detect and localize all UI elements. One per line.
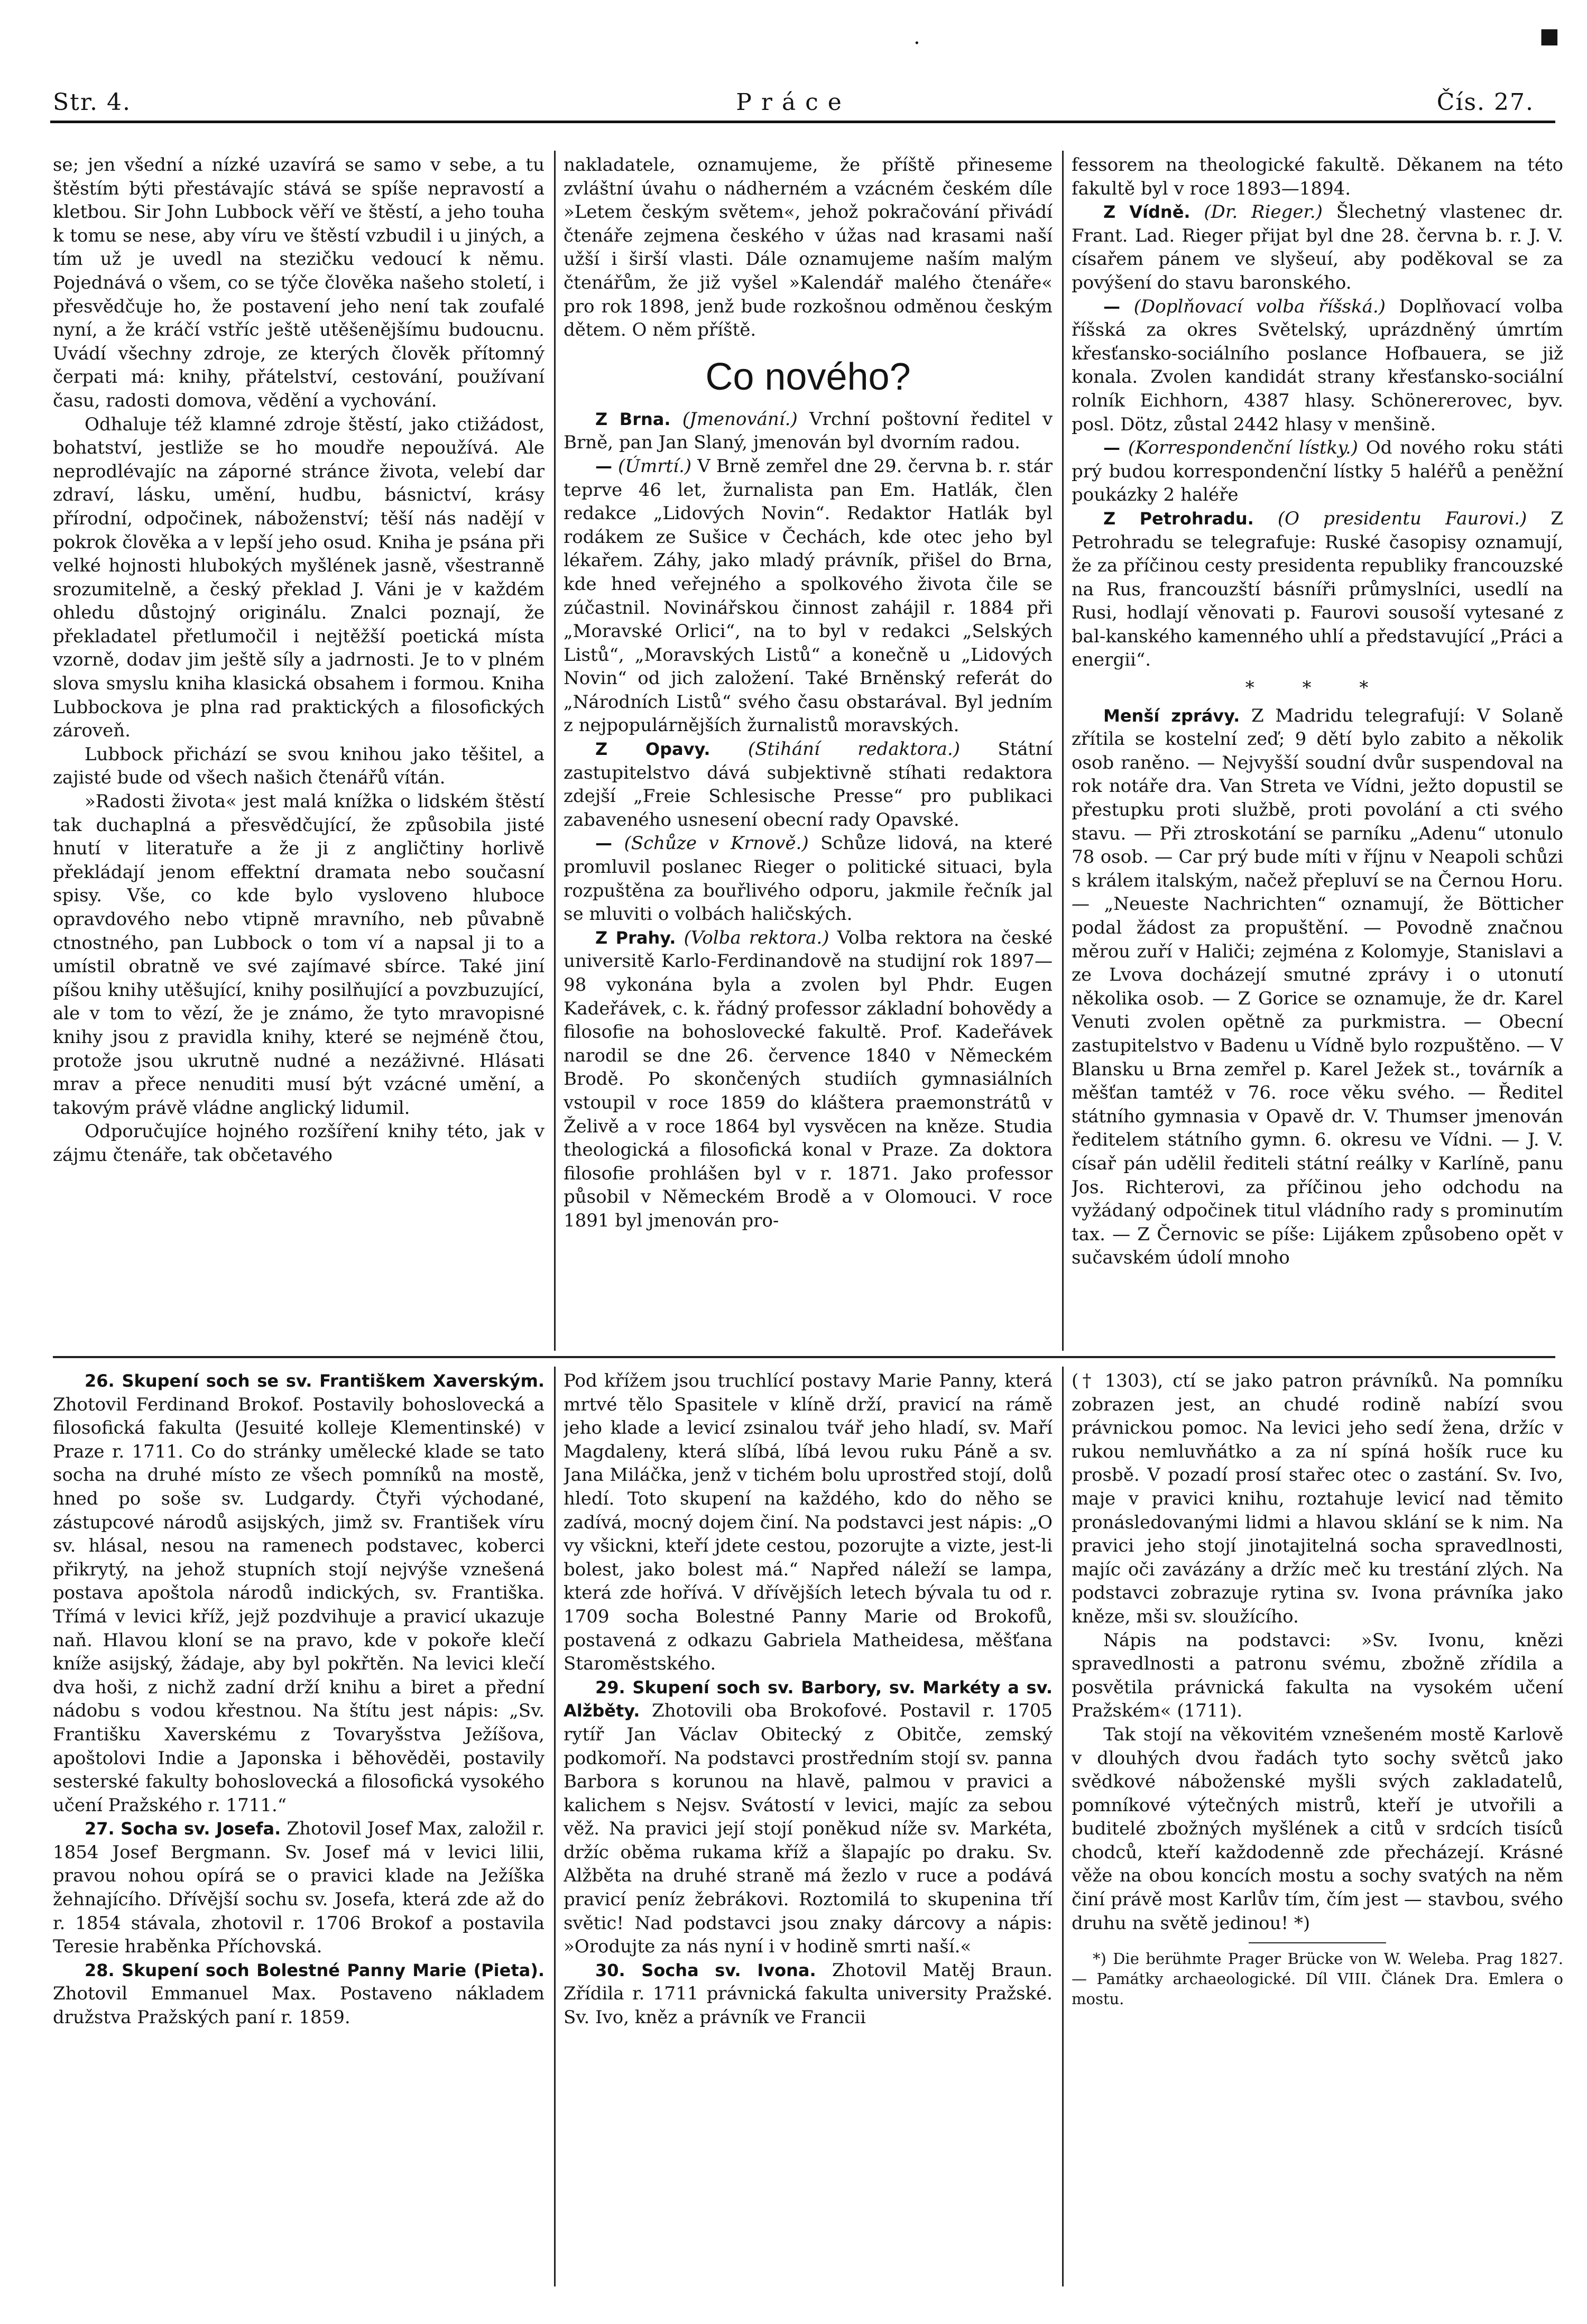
news-place: — [1103,438,1120,458]
news-item [1072,295,1563,437]
article-paragraph: se; jen všední a nízké uzavírá se samo v sebe, a tu štěstím býti přestávajíc stává se spíše nepravostí a kletbou. Sir John Lubbock věří ve štěstí, a jeho touha k tomu se nese, aby víru ve štěstí vzbudil i u jiných, a tím už je uvedl na stezičku vedoucí k němu. Pojednává o všem, co se týče člověka našeho století, i přesvědčuje ho, že postavení jeho není tak zoufalé nyní, a že kráčí vstříc ještě utěšenějšímu budoucnu. Uvádí všechny zdroje, ze kterých člověk přítomný čerpati má: knihy, přátelství, cestování, používaní času, radosti domova, vědění a vychování. [53,154,545,411]
news-item [1072,704,1563,1270]
article-paragraph: nakladatele, oznamujeme, že příště přineseme zvláštní úvahu o nádherném a vzácném českém díle »Letem českým světem«, jehož pokračování přivádí čtenáře zejmena českého v úžas nad krasami naší užší i širší vlasti. Dále oznamujeme naším malým čtenářům, že již vyšel »Kalendář malého čtenáře« pro rok 1898, jenž bude rozkošnou odměnou českým dětem. O něm příště. [564,154,1053,341]
news-topic: (Jmenování.) [682,408,798,430]
article-paragraph: »Radosti života« jest malá knížka o lidském štěstí tak duchaplná a přesvědčující, že způsobila jisté hnutí v literatuře a že ji z angličtiny horlivě překládají jenom effektní dramata nebo současní spisy. Vše, co kde bylo vysloveno hluboce opravdového nebo vtipně mravního, neb půvabně ctnostného, pan Lubbock o tom ví a napsal ji to a umístil obratně ve své zajímavé sbírce. Také jiní píšou knihy utěšující, knihy posilňující a povzbuzující, ale v tom to vězí, že je známo, že tyto mravopisné knihy jsou z pravidla knihy, které se nejméně čtou, protože jsou ukrutně nudné a nezáživné. Hlásati mrav a přece nenuditi musí být vzácné umění, a takovým právě vládne anglický lidumil. [53,791,545,1119]
article-paragraph: fessorem na theologické fakultě. Děkanem na této fakultě byl v roce 1893—1894. [1072,154,1563,199]
news-place: Z Vídně. [1103,202,1191,223]
news-place: Z Brna. [595,409,671,429]
news-text: Z Madridu telegrafují: V Solaně zřítila se kostelní zeď; 9 dětí bylo zabito a několik osob raněno. — Nejvyšší soudní dvůr suspendoval na rok notáře dra. Van Streta ve Vídni, ježto dopustil se přestupku proti službě, proti povolání a cti svého stavu. — Při ztroskotání se parníku „Adenu“ utonulo 78 osob. — Car prý bude míti v říjnu v Neapoli schůzi s králem italským, načež přepluví se na Černou Horu. — „Neueste Nachrichten“ oznamují, že Bötticher podal žádost za propuštění. — Povodně značnou měrou zuří v Haliči; zejména z Kolomyje, Stanislavi a ze Lvova docházejí smutné zprávy i o utonutí několika osob. — Z Gorice se oznamuje, že dr. Karel Venuti zvolen opětně za purkmistra. — Obecní zastupitelstvo v Badenu u Vídně bylo rozpuštěno. — V Blansku u Brna zemřel p. Karel Ježek st., továrník a měšťan tamtéž v 76. roce věku svého. — Ředitel státního gymnasia v Opavě dr. V. Thumser jmenován ředitelem státního gymn. 6. okresu ve Vídni. — J. V. císař pán udělil řediteli státní reálky v Karlíně, panu Jos. Richterovi, za příčinou jeho odchodu na vyžádaný odpočinek titul vládního rady s prominutím tax. — Z Černovic se píše: Lijákem způsobeno opět v sučavském údolí mnoho [1072,705,1563,1269]
column-divider [554,151,556,1351]
section-heading: Co nového? [705,355,911,398]
statue-entry [53,1817,545,1959]
news-topic: (Korrespondenční lístky.) [1128,437,1358,459]
news-place: Z Prahy. [595,927,676,948]
statue-title: 28. Skupení soch Bolestné Panny Marie (Pieta). [85,1960,545,1980]
header-rule [50,121,1555,123]
statue-entry [564,1676,1053,1959]
news-text: V Brně zemřel dne 29. června b. r. stár teprve 46 let, žurnalista pan Em. Hatlák, člen redakce „Lidových Novin“. Redaktor Hatlák byl rodákem ze Sušice v Čechách, kde otec jeho byl lékařem. Záhy, jako mladý právník, přišel do Brna, kde hned veřejného a spolkového života čile se zúčastnil. Novinářskou činnost zahájil r. 1884 při „Moravské Orlici“, na to byl v redakci „Selských Listů“, „Moravských Listů“ a konečně u „Lidových Novin“ od jich založení. Také Brněnský referát do „Národních Listů“ svého času obstarával. Byl jedním z nejpopulárnějších žurnalistů moravských. [564,455,1053,736]
news-place: — [1103,296,1120,317]
column-2 [564,153,1053,1348]
section-divider [53,1356,1555,1358]
section-stars: * * * [1245,677,1390,699]
news-topic: (Doplňovací volba říšská.) [1133,296,1386,317]
statue-title: 30. Socha sv. Ivona. [595,1960,816,1980]
scan-dot: · [914,31,920,56]
news-text: Schůze lidová, na které promluvil poslanec Rieger o politické situaci, byla rozpuštěna za bouřlivého odporu, jakmile řečník jal se mluviti o volbách haličských. [564,833,1053,925]
news-item [564,832,1053,926]
news-text: Od nového roku státi prý budou korrespondenční lístky 5 haléřů a peněžní poukázky 2 haléře [1072,437,1563,506]
article-paragraph: Odhaluje též klamné zdroje štěstí, jako ctižádost, bohatství, jestliže se ho moudře nepoužívá. Ale neprodlévajíc na záporné stránce života, velebí dar zdraví, lásku, umění, hudbu, básnictví, krásy přírodní, odpočinek, náboženství; těší nás nadějí v pokrok člověka a v lepší jeho osud. Kniha je psána při velké hojnosti hlubokých myšlének jasně, všestranně srozumitelně, a český překlad J. Váni je v každém ohledu důstojný originálu. Znalci poznají, že překladatel přetlumočil i nejtěžší poetická místa vzorně, dodav jim ještě síly a jadrnosti. Je to v plném slova smyslu kniha klasická obsahem i formou. Kniha Lubbockova je plna rad praktických a filosofických zároveň. [53,413,545,742]
news-topic: (Schůze v Krnově.) [624,833,809,854]
news-topic: (Volba rektora.) [684,927,829,948]
article-paragraph: Nápis na podstavci: »Sv. Ivonu, knězi spravedlnosti a patronu svému, zbožně zřídila a posvětila právnická fakulta na vysokém učení Pražském« (1711). [1072,1629,1563,1722]
news-topic: (Úmrtí.) [618,455,692,477]
news-text: Státní zastupitelstvo dává subjektivně stíhati redaktora zdejší „Freie Schlesische Presse“ pro publikaci zabaveného usnesení obecní rady Opavské. [564,739,1053,831]
column-3 [1072,153,1563,1348]
news-item [1072,200,1563,294]
column-divider [1062,1367,1064,2286]
news-place: — [595,456,612,476]
article-paragraph: († 1303), ctí se jako patron právníků. Na pomníku zobrazen jest, an chudé rodině nabízí svou právnickou pomoc. Na levici jeho sedí žena, držíc v rukou nemluvňátko a za ní spíná hošík ruce ku prosbě. V pozadí prosí stařec otec o zastání. Sv. Ivo, maje v pravici knihu, roztahuje levicí nad těmito pronásledovanými lidmi a hlavou sklání se k nim. Na pravici jeho stojí jinotajitelná socha spravedlnosti, majíc oči zavázány a držíc meč ku trestání zlých. Na podstavci zobrazuje rytina sv. Ivona právníka jako kněze, mši sv. sloužícího. [1072,1370,1563,1627]
article-paragraph: Odporučujíce hojného rozšíření knihy této, jak v zájmu čtenáře, tak občetavého [53,1121,545,1166]
statue-text: Zhotovili oba Brokofové. Postavil r. 1705 rytíř Jan Václav Obitecký z Obitče, zemský podkomoří. Na podstavci prostředním stojí sv. panna Barbora s korunou na hlavě, palmou v pravici a kalichem s Nejsv. Svátostí v levici, majíc za sebou věž. Na pravici její stojí poněkud níže sv. Markéta, držíc oběma rukama kříž a šlapajíc po draku. Sv. Alžběta na druhé straně má žezlo v ruce a podává pravicí peníz žebrákovi. Roztomilá to skupenina tří světic! Nad podstavci jsou znaky dárcovy a nápis: »Orodujte za nás nyní i v hodině smrti naší.« [564,1700,1053,1958]
statue-title: 26. Skupení soch se sv. Františkem Xaverským. [85,1371,545,1391]
news-heading: Menší zprávy. [1103,705,1240,726]
statue-text: Zhotovil Josef Max, založil r. 1854 Josef Bergmann. Sv. Josef má v levici lilii, pravou nohou opírá se o pravici klade na Ježíška žehnajícího. Dřívější sochu sv. Josefa, která zde až do r. 1854 stávala, zhotovil r. 1706 Brokof a postavila Teresie hraběnka Příchovská. [53,1818,545,1958]
footnote: *) Die berühmte Prager Brücke von W. Weleba. Prag 1827. — Památky archaeologické. Díl VIII. Článek Dra. Emlera o mostu. [1072,1950,1563,2008]
news-item [1072,436,1563,507]
news-item [564,926,1053,1233]
masthead-title: Práce [736,89,851,116]
news-text: Šlechetný vlastenec dr. Frant. Lad. Rieger přijat byl dne 28. června b. r. J. V. císařem pánem ve slyšeuí, aby poděkoval se za povýšení do stavu baronského. [1072,201,1563,293]
statue-title: 29. Skupení soch sv. Barbory, sv. Markéty a sv. Alžběty. [564,1677,1053,1721]
news-item [564,455,1053,737]
corner-mark: ■ [1539,24,1560,48]
news-topic: (Stihání redaktora.) [748,739,960,760]
news-text: Vrchní poštovní ředitel v Brně, pan Jan Slaný, jmenován byl dvorním radou. [564,408,1053,454]
article-paragraph: Pod křížem jsou truchlící postavy Marie Panny, která mrtvé tělo Spasitele v klíně drží, pravicí na rámě jeho klade a levicí zsinalou tvář jeho hladí, sv. Maří Magdaleny, která slíbá, líbá levou ruku Páně a sv. Jana Miláčka, jenž v tichém bolu uprostřed stojí, dolů hledí. Toto skupení na každého, kdo do něho se zadívá, mocný dojem činí. Na podstavci jest nápis: „O vy všickni, kteří jdete cestou, pozorujte a vizte, jest-li bolest, jako bolest má.“ Napřed náleží se lampa, která zde hořívá. V dřívějších letech bývala tu od r. 1709 socha Bolestné Panny Marie od Brokofů, postavená z odkazu Gabriela Matheidesa, měšťana Staroměstského. [564,1370,1053,1675]
lower-column-2 [564,1369,1053,2289]
page-number: Str. 4. [53,89,131,116]
news-place: Z Opavy. [595,739,711,760]
column-1 [53,153,545,1348]
news-place: Z Petrohradu. [1103,508,1254,529]
news-topic: (O presidentu Faurovi.) [1277,508,1527,529]
news-place: — [595,833,612,854]
news-item [564,737,1053,832]
article-paragraph: Lubbock přichází se svou knihou jako těšitel, a zajisté bude od všech našich čtenářů vítán. [53,743,545,789]
statue-text: Zhotovil Matěj Braun. Zřídila r. 1711 právnická fakulta university Pražské. Sv. Ivo, kněz a právník ve Francii [564,1959,1053,2028]
statue-entry [53,1959,545,2030]
lower-column-1 [53,1369,545,2289]
column-divider [554,1367,556,2286]
statue-entry [564,1959,1053,2030]
news-text: Doplňovací volba říšská za okres Světelský, uprázdněný úmrtím křesťansko-sociálního poslance Hofbauera, se již konala. Zvolen kandidát strany křesťansko-sociální rolník Eichhorn, 4387 hlasy. Schönererovec, byv. posl. Dötz, zůstal 2442 hlasy v menšině. [1072,296,1563,435]
news-topic: (Dr. Rieger.) [1204,201,1323,223]
news-text: Volba rektora na české universitě Karlo-Ferdinandově na studijní rok 1897—98 vykonána byla a zvolen byl Phdr. Eugen Kadeřávek, c. k. řádný professor základní bohovědy a filosofie na bohoslovecké fakultě. Prof. Kadeřávek narodil se dne 26. července 1840 v Německém Brodě. Po skončených studiích gymnasiálních vstoupil v roce 1859 do kláštera praemonstrátů v Želivě a v roce 1864 byl vysvěcen na kněze. Studia theologická a filosofická konal v Praze. Za doktora filosofie prohlášen byl v r. 1871. Jako professor působil v Německém Brodě a v Olomouci. V roce 1891 byl jmenován pro- [564,927,1053,1231]
statue-entry [53,1369,545,1817]
lower-column-3 [1072,1369,1563,2289]
column-divider [1062,151,1064,1351]
footnote-rule [1249,1942,1386,1943]
news-item [1072,507,1563,672]
statue-text: Zhotovil Emmanuel Max. Postaveno nákladem družstva Pražských paní r. 1859. [53,1983,545,2028]
statue-title: 27. Socha sv. Josefa. [85,1819,281,1839]
article-paragraph: Tak stojí na věkovitém vznešeném mostě Karlově v dlouhých dvou řadách tyto sochy světců jako svědkové náboženské myšli svých zakladatelů, pomníkové výtečných mistrů, kteří je utvořili a buditelé zbožných myšlének a citů v srdcích tisíců chodců, kteří každodenně zde přecházejí. Krásné věže na obou koncích mostu a sochy svatých na něm činí právě most Karlův tím, čím jest — stavbou, svého druhu na světě jedinou! *) [1072,1723,1563,1934]
news-text: Z Petrohradu se telegrafuje: Ruské časopisy oznamují, že za příčinou cesty presidenta republiky francouzské na Rus, francouzští básníři průmyslníci, usedlí na Rusi, hodlají věnovati p. Faurovi sousoší vytesané z bal-kanského kamenného uhlí a představující „Práci a energii“. [1072,508,1563,671]
news-item [564,408,1053,455]
issue-number: Čís. 27. [1436,89,1534,116]
statue-text: Zhotovil Ferdinand Brokof. Postavily bohoslovecká a filosofická fakulta (Jesuité kolleje Klementinské) v Praze r. 1711. Co do stránky umělecké klade se tato socha na druhé místo ze všech pomníků na mostě, hned po soše sv. Ludgardy. Čtyři východané, zástupcové národů asijských, jimž sv. František víru sv. hlásal, nesou na ramenech podstavec, koberci přikrytý, na jehož stupních stojí nejvýše vznešená postava apoštola národů indických, sv. Františka. Třímá v levici kříž, jejž pozdvihuje a pravicí ukazuje naň. Hlavou kloní se na pravo, kde v pokoře klečí kníže asijský, žádaje, aby byl pokřtěn. Na levici klečí dva hoši, z nichž zadní drží knihu a biret a přední nádobu s vodou křestnou. Na štítu jest nápis: „Sv. Františku Xaverskému z Tovaryšstva Ježíšova, apoštolovi Indie a Japonska i běhověděi, postavily sesterské fakulty bohoslovecká a filosofická vysokého učení Pražského r. 1711.“ [53,1394,545,1816]
